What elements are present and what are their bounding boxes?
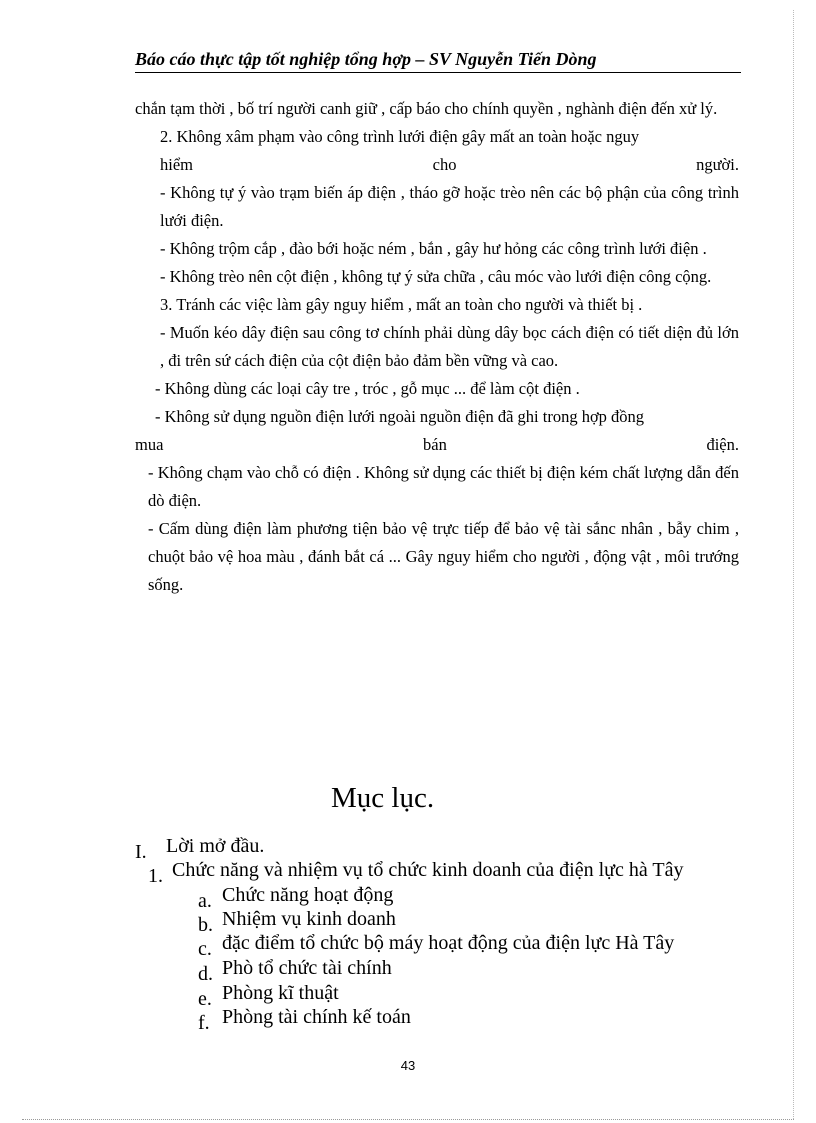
- toc-text: Nhiệm vụ kinh doanh: [222, 908, 396, 930]
- spread-line: [160, 151, 739, 179]
- running-header: Báo cáo thực tập tốt nghiệp tổng hợp – SV Nguyễn Tiến Dòng: [135, 48, 741, 73]
- paragraph: 3. Tránh các việc làm gây nguy hiểm , mất an toàn cho người và thiết bị .: [160, 295, 643, 314]
- paragraph: - Không trộm cắp , đào bới hoặc ném , bắn , gây hư hỏng các công trình lưới điện .: [160, 239, 707, 258]
- toc-marker: b.: [198, 914, 213, 936]
- spread-line: [135, 431, 739, 459]
- paragraph: - Cấm dùng điện làm phương tiện bảo vệ trực tiếp để bảo vệ tài sắnc nhân , bẫy chim , chuột bảo vệ hoa màu , đánh bắt cá ... Gây nguy hiểm cho người , động vật , môi trướng sống.: [148, 519, 739, 594]
- paragraph: - Không chạm vào chỗ có điện . Không sử dụng các thiết bị điện kém chất lượng dẫn đến dò điện.: [148, 463, 739, 510]
- toc-marker: e.: [198, 988, 212, 1010]
- paragraph-item-9: [135, 403, 739, 459]
- word: điện.: [706, 435, 739, 454]
- paragraph: chắn tạm thời , bố trí người canh giữ , cấp báo cho chính quyền , nghành điện đến xử lý.: [135, 99, 718, 118]
- toc-marker: f.: [198, 1012, 210, 1034]
- toc-item: [148, 858, 684, 887]
- word: người.: [696, 155, 739, 174]
- toc-text: Lời mở đầu.: [166, 835, 265, 857]
- toc-text: Phòng kĩ thuật: [222, 982, 339, 1004]
- paragraph: - Muốn kéo dây điện sau công tơ chính phải dùng dây bọc cách điện có tiết diện đủ lớn , đi trên sứ cách điện của cột điện bảo đảm bền vững và cao.: [160, 323, 739, 370]
- paragraph: - Không dùng các loại cây tre , tróc , gỗ mục ... để làm cột điện .: [155, 379, 580, 398]
- word: mua: [135, 435, 164, 454]
- word: hiểm: [160, 155, 193, 174]
- toc-text: đặc điểm tổ chức bộ máy hoạt động của điện lực Hà Tây: [222, 932, 675, 954]
- toc-text: Chức năng và nhiệm vụ tổ chức kinh doanh của điện lực hà Tây: [172, 859, 684, 881]
- toc-marker: c.: [198, 938, 212, 960]
- paragraph: - Không tự ý vào trạm biến áp điện , tháo gỡ hoặc trèo nên các bộ phận của công trình lưới điện.: [160, 183, 739, 230]
- toc-marker: 1.: [148, 865, 163, 887]
- toc-item: [198, 931, 675, 960]
- word: cho: [432, 155, 457, 174]
- toc-item: [198, 907, 396, 936]
- toc-text: Phòng tài chính kế toán: [222, 1006, 411, 1028]
- toc-item: [198, 1005, 411, 1034]
- paragraph: - Không trèo nên cột điện , không tự ý sửa chữa , câu móc vào lưới điện công cộng.: [160, 267, 712, 286]
- paragraph-line: - Không sử dụng nguồn điện lưới ngoài nguồn điện đã ghi trong hợp đồng: [155, 407, 645, 426]
- toc-text: Chức năng hoạt động: [222, 884, 394, 906]
- body-text: [135, 95, 739, 599]
- toc-item: [135, 834, 265, 863]
- toc-item: [198, 956, 392, 985]
- toc-marker: d.: [198, 963, 213, 985]
- paragraph-line: 2. Không xâm phạm vào công trình lưới điện gây mất an toàn hoặc nguy: [160, 127, 640, 146]
- page-border-right: [793, 10, 794, 1119]
- word: bán: [423, 435, 447, 454]
- toc-item: [198, 883, 394, 912]
- page-border-bottom: [22, 1119, 794, 1120]
- toc-text: Phò tổ chức tài chính: [222, 957, 392, 979]
- toc-marker: a.: [198, 890, 212, 912]
- page-number: 43: [400, 1058, 416, 1073]
- paragraph-item-2: [135, 123, 739, 179]
- toc-marker: I.: [135, 841, 147, 863]
- toc-item: [198, 981, 339, 1010]
- toc-title: Mục lục.: [331, 782, 435, 814]
